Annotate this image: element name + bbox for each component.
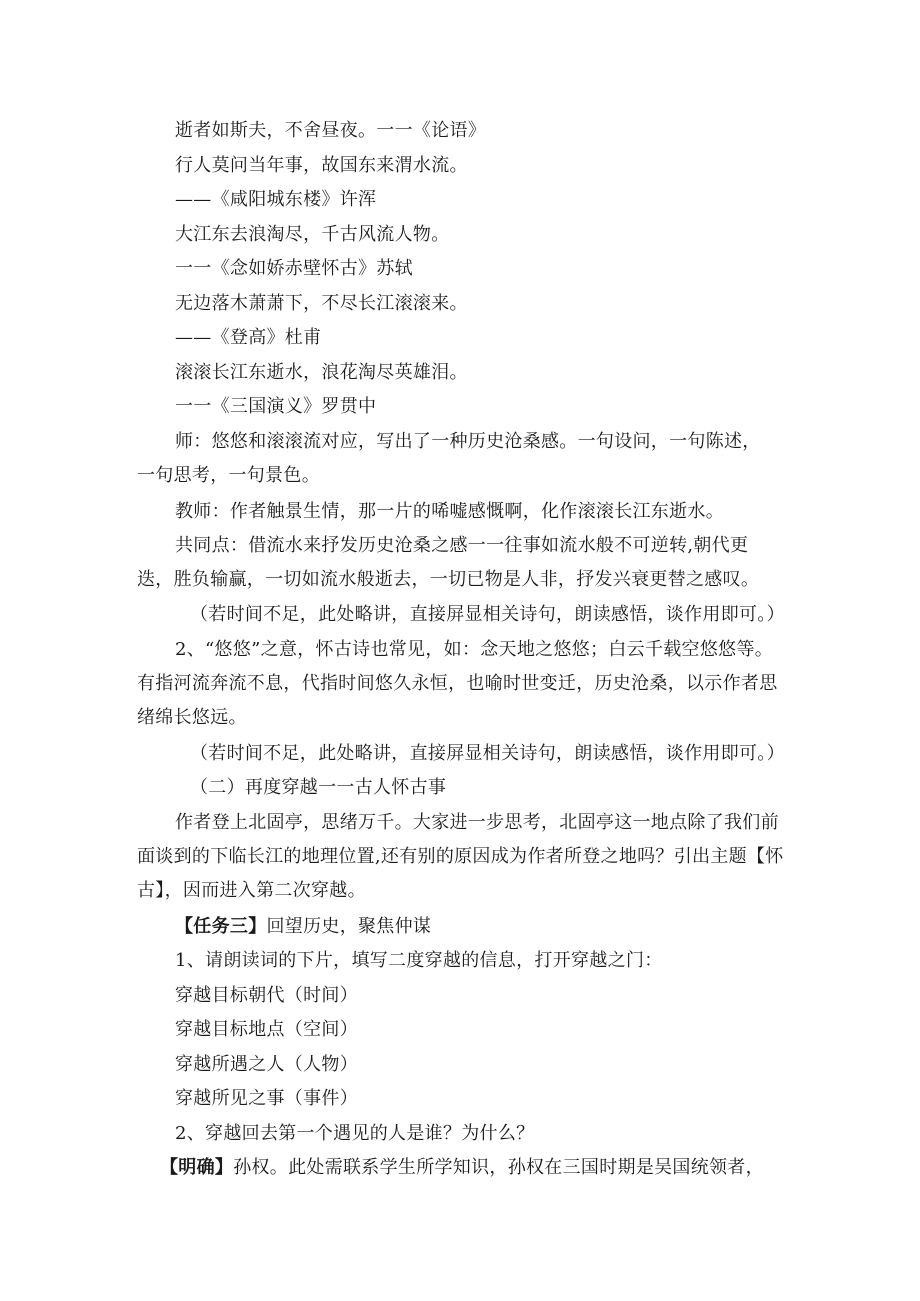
paragraph-line: 师：悠悠和滚滚流对应，写出了一种历史沧桑感。一句设问，一句陈述， [175,431,761,452]
clarify-line [160,1156,764,1180]
paragraph-line: 古】，因而进入第二次穿越。 [137,880,366,901]
task-label: 【任务三】 [175,916,267,937]
quote-line: 无边落木萧萧下，不尽长江滚滚来。 [175,293,468,314]
paragraph-line: 迭，胜负输赢，一切如流水般逝去，一切已物是人非，抒发兴衰更替之感叹。 [137,569,760,590]
quote-source: ——《登高》杜甫 [175,327,322,348]
clarify-label: 【明确】 [160,1157,234,1178]
quote-line: 大江东去浪淘尽，千古风流人物。 [175,224,450,245]
task-heading [175,915,431,939]
paragraph-line: 共同点：借流水来抒发历史沧桑之感一一往事如流水般不可逆转,朝代更 [175,535,749,556]
paragraph-line: 一句思考，一句景色。 [137,465,320,486]
paragraph-line: 面谈到的下临长江的地理位置,还有别的原因成为作者所登之地吗？引出主题【怀 [137,846,784,867]
paragraph-line: 教师：作者触景生情，那一片的唏嘘感慨啊，化作滚滚长江东逝水。 [175,501,724,522]
note-line: （若时间不足，此处略讲，直接屏显相关诗句，朗读感悟，谈作用即可。） [190,743,785,764]
clarify-text: 孙权。此处需联系学生所学知识，孙权在三国时期是吴国统领者， [233,1157,764,1178]
note-line: （若时间不足，此处略讲，直接屏显相关诗句，朗读感悟，谈作用即可。） [190,604,785,625]
paragraph-line: 1、请朗读词的下片，填写二度穿越的信息，打开穿越之门： [175,950,663,971]
quote-line: 行人莫问当年事，故国东来渭水流。 [175,155,468,176]
list-item: 穿越目标朝代（时间） [175,985,358,1006]
paragraph-line: 有指河流奔流不息，代指时间悠久永恒，也喻时世变迁，历史沧桑，以示作者思 [137,673,778,694]
paragraph-line: 作者登上北固亭，思绪万千。大家进一步思考，北固亭这一地点除了我们前 [175,812,779,833]
quote-source: 一一《念如娇赤壁怀古》苏轼 [175,258,413,279]
paragraph-line: 2、“悠悠”之意，怀古诗也常见，如：念天地之悠悠；白云千载空悠悠等。 [175,639,774,660]
quote-source: 一一《三国演义》罗贯中 [175,396,377,417]
list-item: 穿越所遇之人（人物） [175,1054,358,1075]
section-heading: （二）再度穿越一一古人怀古事 [190,777,447,798]
list-item: 穿越目标地点（空间） [175,1019,358,1040]
task-title: 回望历史，聚焦仲谋 [266,916,432,937]
quote-line: 滚滚长江东逝水，浪花淘尽英雄泪。 [175,362,468,383]
quote-line: 逝者如斯夫，不舍昼夜。一一《论语》 [175,120,487,141]
quote-source: ——《咸阳城东楼》许浑 [175,189,377,210]
paragraph-line: 2、穿越回去第一个遇见的人是谁？为什么？ [175,1123,535,1144]
paragraph-line: 绪绵长悠远。 [137,707,247,728]
list-item: 穿越所见之事（事件） [175,1088,358,1109]
